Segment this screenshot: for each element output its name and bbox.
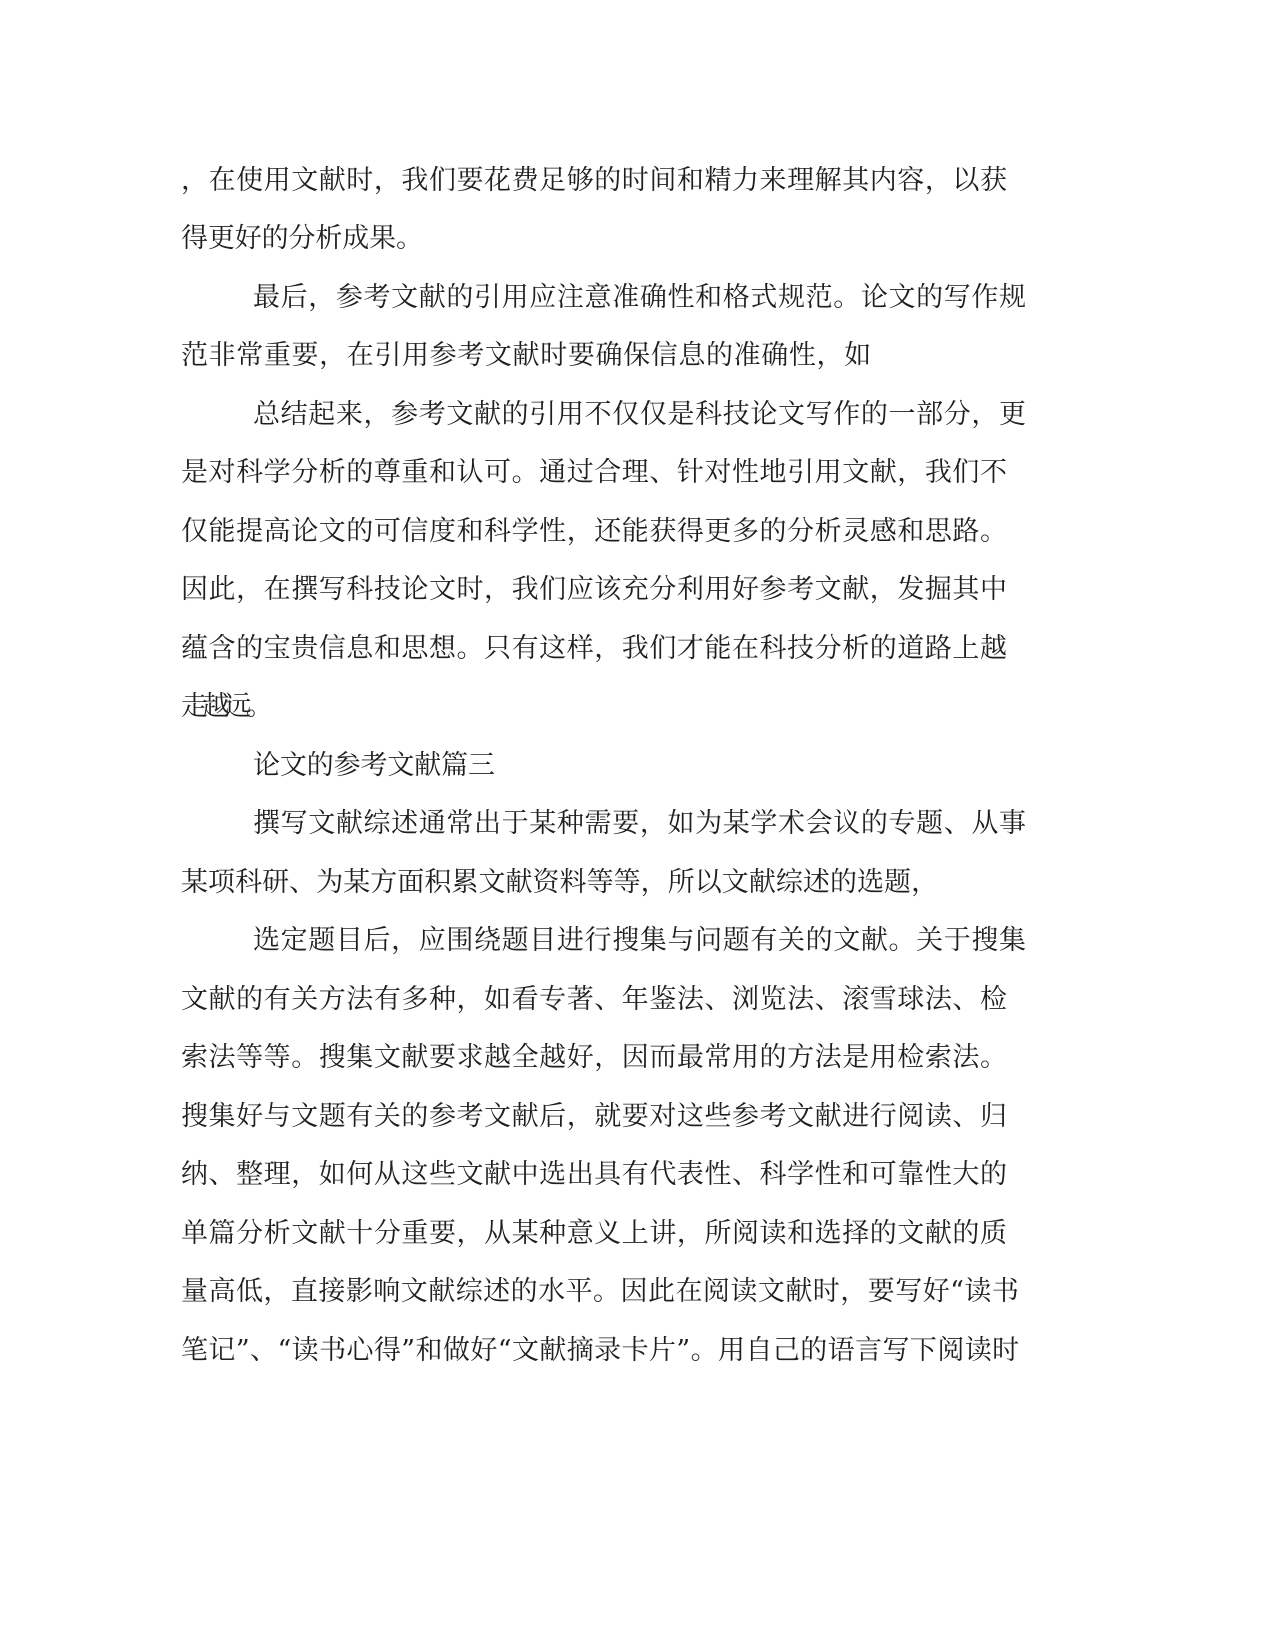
text-line-content: 笔记”、“读书心得”和做好“文献摘录卡片”。用自己的语言写下阅读时 [181,1335,1020,1366]
text-line-content: 最后，参考文献的引用应注意准确性和格式规范。论文的写作规 [253,282,1027,313]
text-line [0,1272,1275,1312]
text-line [0,1331,1275,1371]
text-line-content: 总结起来，参考文献的引用不仅仅是科技论文写作的一部分，更 [253,399,1027,430]
text-line [0,512,1275,552]
text-line [0,161,1275,201]
text-line-content: 索法等等。搜集文献要求越全越好，因而最常用的方法是用检索法。 [181,1042,1008,1073]
section-heading [0,746,1275,786]
text-line-content: 范非常重要，在引用参考文献时要确保信息的准确性，如 [181,340,872,371]
text-line-content: 仅能提高论文的可信度和科学性，还能获得更多的分析灵感和思路。 [181,516,1008,547]
text-line [0,219,1275,259]
text-line-content: 量高低，直接影响文献综述的水平。因此在阅读文献时，要写好“读书 [181,1276,1020,1307]
section-heading-text: 论文的参考文献篇三 [253,750,495,781]
text-line-content: 选定题目后，应围绕题目进行搜集与问题有关的文献。关于搜集 [253,925,1027,956]
text-line-content: 某项科研、为某方面积累文献资料等等，所以文献综述的选题， [181,867,939,898]
text-line-content: ，在使用文献时，我们要花费足够的时间和精力来理解其内容，以获 [181,165,1008,196]
text-line-content: 单篇分析文献十分重要，从某种意义上讲，所阅读和选择的文献的质 [181,1218,1008,1249]
text-line-content: 得更好的分析成果。 [181,223,423,254]
text-line-content: 因此，在撰写科技论文时，我们应该充分利用好参考文献，发掘其中 [181,574,1008,605]
text-line-content: 走越远。 [181,691,268,722]
text-line-content: 文献的有关方法有多种，如看专著、年鉴法、浏览法、滚雪球法、检 [181,984,1008,1015]
text-line [0,980,1275,1020]
text-line-content: 撰写文献综述通常出于某种需要，如为某学术会议的专题、从事 [253,808,1027,839]
text-line [0,863,1275,903]
text-line-content: 是对科学分析的尊重和认可。通过合理、针对性地引用文献，我们不 [181,457,1008,488]
text-line [0,921,1275,961]
text-line [0,804,1275,844]
text-line [0,336,1275,376]
text-line [0,278,1275,318]
text-line [0,570,1275,610]
text-line-content: 搜集好与文题有关的参考文献后，就要对这些参考文献进行阅读、归 [181,1101,1008,1132]
text-line [0,1097,1275,1137]
text-line-content: 蕴含的宝贵信息和思想。只有这样，我们才能在科技分析的道路上越 [181,633,1008,664]
text-line [0,1038,1275,1078]
text-line [0,687,1275,727]
text-line [0,395,1275,435]
text-line [0,1214,1275,1254]
text-line [0,629,1275,669]
text-line-content: 纳、整理，如何从这些文献中选出具有代表性、科学性和可靠性大的 [181,1159,1008,1190]
text-line [0,1155,1275,1195]
text-line [0,453,1275,493]
